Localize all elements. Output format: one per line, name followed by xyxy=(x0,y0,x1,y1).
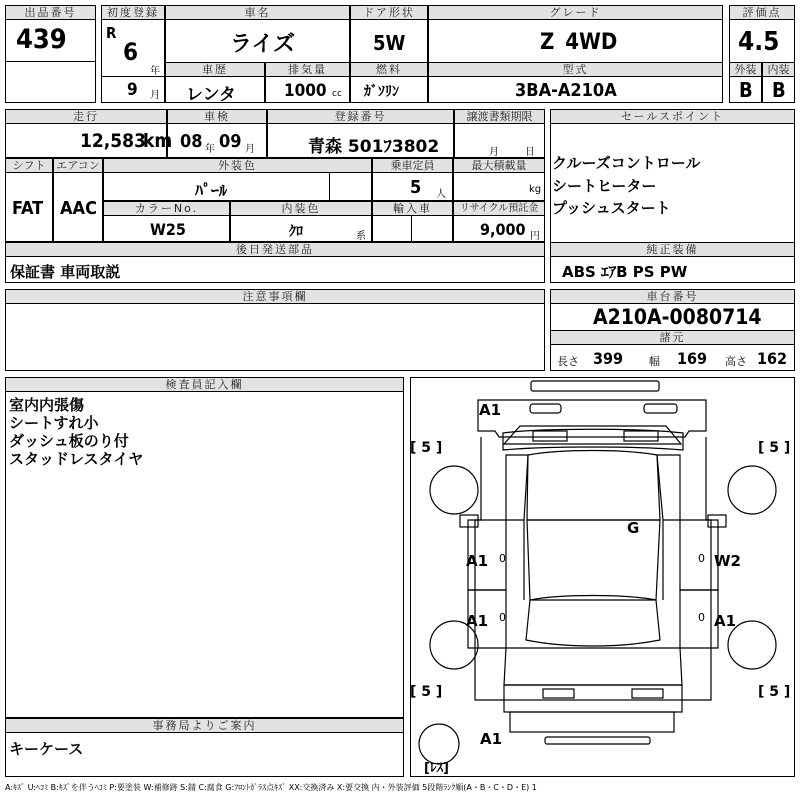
body-outline xyxy=(475,437,711,700)
headlight-left xyxy=(530,404,561,413)
rear-step xyxy=(545,737,650,744)
tire-fr: [ 5 ] xyxy=(758,440,791,456)
inspector-line-3: ダッシュ板のり付 xyxy=(9,432,129,450)
transfer-docs-header: 譲渡書類期限 xyxy=(454,109,545,124)
later-parts-value: 保証書 車両取説 xyxy=(10,263,121,281)
trunk xyxy=(504,648,682,685)
int-color-unit: 系 xyxy=(356,231,366,242)
mark-rear: A1 xyxy=(480,730,503,748)
genuine-equip-header: 純正装備 xyxy=(550,242,795,257)
rear-floor xyxy=(510,712,674,732)
int-color-value: ｸﾛ xyxy=(289,224,303,240)
import-header: 輸入車 xyxy=(372,201,453,216)
dims-width: 169 xyxy=(677,349,708,368)
dims-height-label: 高さ xyxy=(725,355,747,368)
first-reg-header: 初度登録 xyxy=(101,5,165,20)
inspection-year-unit: 年 xyxy=(205,144,215,155)
door-zero-3: 0 xyxy=(698,552,705,565)
a-pillar-right xyxy=(657,455,680,520)
door-zero-2: 0 xyxy=(499,611,506,624)
transfer-docs-month: 月 xyxy=(489,147,499,158)
first-reg-month: 9 xyxy=(127,80,138,100)
int-color-header: 内装色 xyxy=(230,201,372,216)
car-name-header: 車名 xyxy=(165,5,350,20)
color-no-header: カラーNo. xyxy=(103,201,230,216)
later-parts-header: 後日発送部品 xyxy=(5,242,545,257)
a-pillar-left xyxy=(506,455,528,520)
shift-value: FAT xyxy=(12,198,44,219)
roof xyxy=(527,520,660,600)
mark-fl-door-rear: A1 xyxy=(466,612,489,630)
score-header: 評価点 xyxy=(729,5,795,20)
rear-glass xyxy=(526,596,660,647)
displacement-header: 排気量 xyxy=(265,62,350,77)
first-reg-month-unit: 月 xyxy=(150,90,160,101)
inspector-line-1: 室内内張傷 xyxy=(9,396,85,414)
chassis-header: 車台番号 xyxy=(550,289,795,304)
aircon-value: AAC xyxy=(60,198,97,219)
ext-color-value: ﾊﾟｰﾙ xyxy=(195,181,228,200)
max-load-unit: kg xyxy=(529,184,542,195)
lot-header: 出品番号 xyxy=(5,5,96,20)
office-header: 事務局よりご案内 xyxy=(5,718,404,733)
exterior-grade-header: 外装 xyxy=(729,62,762,77)
dims-length: 399 xyxy=(593,349,624,368)
wiper-left xyxy=(533,431,567,441)
score-value: 4.5 xyxy=(738,27,780,57)
fuel-header: 燃料 xyxy=(350,62,428,77)
first-reg-era: R xyxy=(106,24,117,42)
reg-number-value: 青森 501ﾌ3802 xyxy=(308,137,440,157)
office-value: キーケース xyxy=(9,740,84,758)
sales-point-1: クルーズコントロール xyxy=(552,154,701,172)
dims-length-label: 長さ xyxy=(557,355,579,368)
headlight-right xyxy=(644,404,677,413)
door-value: 5W xyxy=(373,31,406,55)
capacity-value: 5 xyxy=(410,177,422,198)
model-value: 3BA-A210A xyxy=(515,80,617,101)
chassis-value: A210A-0080714 xyxy=(593,305,762,329)
first-reg-year-unit: 年 xyxy=(150,66,160,77)
tire-rl: [ 5 ] xyxy=(410,684,443,700)
interior-grade-header: 内装 xyxy=(762,62,795,77)
genuine-equip-value: ABS ｴｱB PS PW xyxy=(562,263,688,281)
capacity-unit: 人 xyxy=(436,189,446,200)
dims-width-label: 幅 xyxy=(649,355,660,368)
mark-front: A1 xyxy=(479,401,502,419)
capacity-header: 乗車定員 xyxy=(372,158,453,173)
mark-rr-door-lower: A1 xyxy=(714,612,737,630)
sales-points-header: セールスポイント xyxy=(550,109,795,124)
legend-text: A:ｷｽﾞ U:ﾍｺﾐ B:ｷｽﾞを伴うﾍｺﾐ P:要塗装 W:補修跡 S:錆 C:腐食 G:ﾌﾛﾝﾄｶﾞﾗｽ点ｷｽﾞ XX:交換済み X:要交換 内・外装評価 5段階ﾗﾝｸ順(A・B・C・D・E) 1 xyxy=(5,783,537,792)
reg-number-header: 登録番号 xyxy=(267,109,454,124)
exterior-grade-value: B xyxy=(739,78,753,102)
door-zero-1: 0 xyxy=(499,552,506,565)
hood-crease xyxy=(503,429,683,450)
wheel-front-left xyxy=(430,466,478,514)
tire-fl: [ 5 ] xyxy=(410,440,443,456)
notes-header: 注意事項欄 xyxy=(5,289,545,304)
model-header: 型式 xyxy=(428,62,723,77)
dims-header: 諸元 xyxy=(550,330,795,345)
recycle-header: リサイクル預託金 xyxy=(453,201,545,216)
mark-glass: G xyxy=(627,519,640,537)
mark-fl-door-front: A1 xyxy=(466,552,489,570)
recycle-unit: 円 xyxy=(530,231,540,242)
mileage-header: 走行 xyxy=(5,109,167,124)
inspector-line-4: スタッドレスタイヤ xyxy=(9,450,144,468)
first-reg-year: 6 xyxy=(123,38,139,66)
car-name: ライズ xyxy=(230,32,296,57)
wiper-right xyxy=(624,431,658,441)
sales-point-2: シートヒーター xyxy=(552,177,657,195)
taillight-right xyxy=(632,689,663,698)
max-load-header: 最大積載量 xyxy=(453,158,545,173)
color-no-value: W25 xyxy=(150,220,186,239)
inspection-month: 09 xyxy=(219,131,242,152)
lot-number: 439 xyxy=(16,24,67,55)
inspector-header: 検査員記入欄 xyxy=(5,377,404,392)
front-bumper-shape xyxy=(531,381,659,391)
mileage-unit: km xyxy=(143,130,173,152)
inspection-year: 08 xyxy=(180,131,203,152)
transfer-docs-day: 日 xyxy=(525,147,535,158)
aircon-header: エアコン xyxy=(53,158,103,173)
rear-bumper-shape xyxy=(504,700,682,712)
dims-height: 162 xyxy=(757,349,788,368)
history-value: レンタ xyxy=(186,85,236,105)
mark-rr-door: W2 xyxy=(714,552,741,570)
spare-label: [ﾚｽ] xyxy=(424,761,449,776)
inspector-line-2: シートすれ小 xyxy=(9,414,99,432)
grade-header: グレード xyxy=(428,5,723,20)
door-zero-4: 0 xyxy=(698,611,705,624)
ext-color-header: 外装色 xyxy=(103,158,372,173)
inspection-header: 車検 xyxy=(167,109,267,124)
displacement-unit: cc xyxy=(332,89,342,99)
door-header: ドア形状 xyxy=(350,5,428,20)
grade-value: Z 4WD xyxy=(540,30,618,55)
displacement-value: 1000 xyxy=(284,81,327,101)
fuel-value: ｶﾞｿﾘﾝ xyxy=(364,84,399,100)
sales-point-3: プッシュスタート xyxy=(552,199,671,217)
shift-header: シフト xyxy=(5,158,53,173)
wheel-front-right xyxy=(728,466,776,514)
interior-grade-value: B xyxy=(772,78,786,102)
taillight-left xyxy=(543,689,574,698)
recycle-value: 9,000 xyxy=(480,220,526,239)
inspection-month-unit: 月 xyxy=(245,144,255,155)
mileage-value: 12,583 xyxy=(80,130,146,152)
tire-rr: [ 5 ] xyxy=(758,684,791,700)
front-glass xyxy=(527,451,660,521)
history-header: 車歴 xyxy=(165,62,265,77)
